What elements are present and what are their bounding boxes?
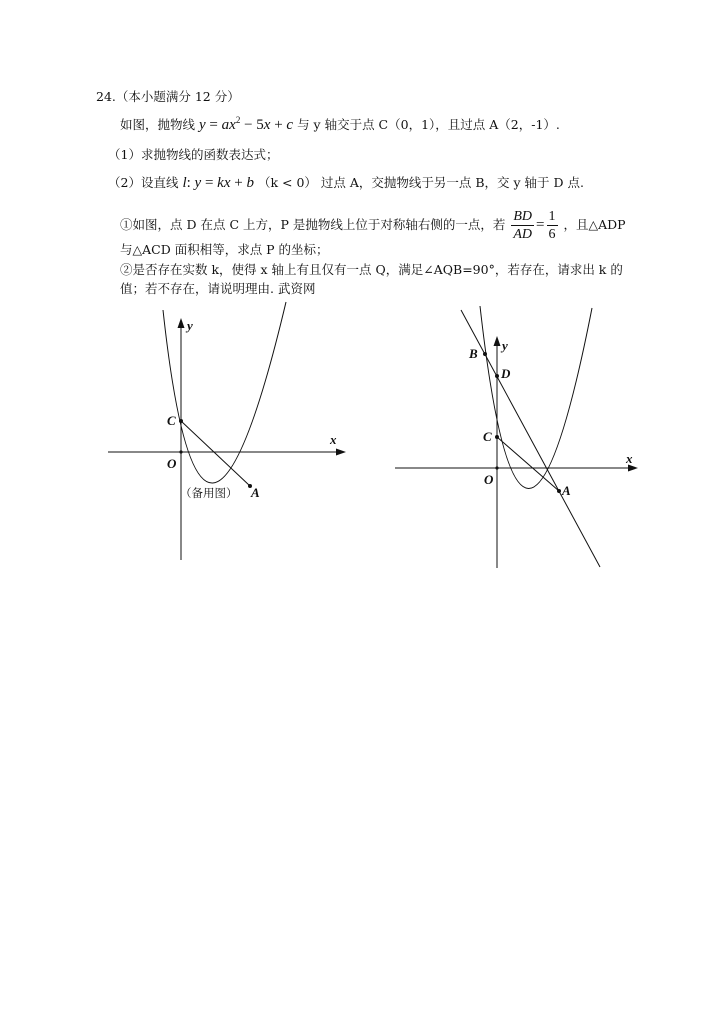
part2-prefix: （2）设直线: [108, 175, 179, 190]
intro-prefix: 如图，抛物线: [120, 117, 196, 132]
label-y: y: [502, 338, 508, 353]
sub1-suffix: ，且△ADP: [563, 217, 626, 232]
point-b: [483, 352, 487, 356]
label-c: C: [167, 413, 176, 428]
ratio-fraction-lhs: $\frac{BD}{AD}$: [513, 209, 533, 242]
label-c: C: [483, 429, 492, 444]
part-1: （1）求抛物线的函数表达式；: [108, 147, 279, 162]
label-x: x: [330, 432, 337, 447]
point-d: [495, 374, 499, 378]
point-c: [495, 435, 499, 439]
sub-question-2-line-2: 值；若不存在，请说明理由. 武资网: [120, 281, 316, 296]
question-number: 24.（本小题满分 12 分）: [96, 89, 240, 104]
label-x: x: [626, 451, 633, 466]
segment-ca: [497, 437, 559, 491]
label-a: A: [562, 483, 571, 498]
label-o: O: [167, 456, 177, 471]
line-formula: l: y = kx + b: [182, 175, 254, 191]
backup-caption: （备用图）: [180, 486, 238, 500]
label-d: D: [501, 366, 511, 381]
label-a: A: [251, 485, 260, 500]
label-y: y: [187, 318, 193, 333]
sub-question-2: ②是否存在实数 k，使得 x 轴上有且仅有一点 Q，满足∠AQB=90°，若存在，请求出 k 的: [120, 262, 623, 277]
sub-question-1-line-2: 与△ACD 面积相等，求点 P 的坐标；: [120, 242, 329, 257]
equals-sign: =: [536, 217, 545, 233]
parabola-formula: $y = ax^2 - 5x + c$: [199, 115, 294, 133]
ratio-fraction-rhs: $\frac{1}{6}$: [548, 209, 556, 242]
line-l: [461, 310, 600, 567]
intro-mid: 与 y 轴交于点 C（0，1），且过点 A（2，-1）.: [297, 117, 560, 132]
point-a: [557, 489, 561, 493]
label-o: O: [484, 472, 494, 487]
point-o: [495, 466, 498, 469]
part2-suffix: 过点 A，交抛物线于另一点 B，交 y 轴于 D 点.: [320, 175, 585, 190]
y-axis-arrow: [494, 336, 501, 346]
label-b: B: [469, 346, 478, 361]
part2-condition: （k < 0）: [257, 175, 317, 190]
sub1-prefix: ①如图，点 D 在点 C 上方，P 是抛物线上位于对称轴右侧的一点，若: [120, 217, 506, 232]
